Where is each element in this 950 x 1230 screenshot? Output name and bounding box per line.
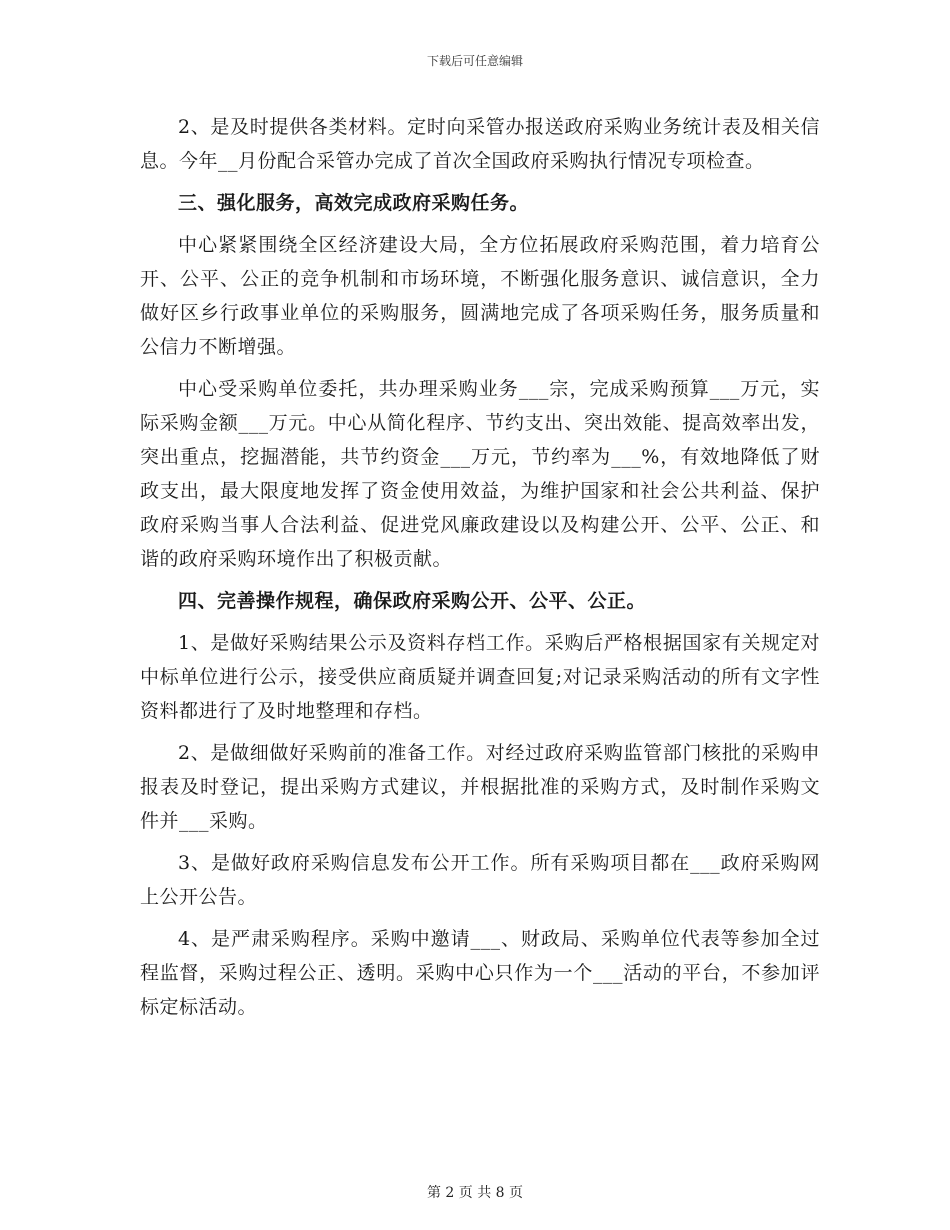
page-header: 下载后可任意编辑 (426, 54, 523, 68)
paragraph-item-4-procedure: 4、是严肃采购程序。采购中邀请___、财政局、采购单位代表等参加全过程监督，采购过程公正、透明。采购中心只作为一个___活动的平台，不参加评标定标活动。 (140, 928, 820, 1018)
paragraph-service: 中心紧紧围绕全区经济建设大局，全方位拓展政府采购范围，着力培育公开、公平、公正的竞争机制和市场环境，不断强化服务意识、诚信意识，全力做好区乡行政事业单位的采购服务，圆满地完成了各项采购任务，服务质量和公信力不断增强。 (140, 234, 820, 358)
paragraph-item-3-publication: 3、是做好政府采购信息发布公开工作。所有采购项目都在___政府采购网上公开公告。 (140, 852, 820, 908)
section-heading-3: 三、强化服务，高效完成政府采购任务。 (178, 192, 530, 214)
page-footer: 第 2 页 共 8 页 (426, 1185, 524, 1201)
paragraph-item-2-materials: 2、是及时提供各类材料。定时向采管办报送政府采购业务统计表及相关信息。今年__月份配合采管办完成了首次全国政府采购执行情况专项检查。 (140, 116, 820, 172)
section-heading-4: 四、完善操作规程，确保政府采购公开、公平、公正。 (178, 590, 647, 612)
paragraph-item-1-publicity: 1、是做好采购结果公示及资料存档工作。采购后严格根据国家有关规定对中标单位进行公示，接受供应商质疑并调查回复;对记录采购活动的所有文字性资料都进行了及时地整理和存档。 (140, 632, 820, 722)
paragraph-item-2-preparation: 2、是做细做好采购前的准备工作。对经过政府采购监管部门核批的采购申报表及时登记，提出采购方式建议，并根据批准的采购方式，及时制作采购文件并___采购。 (140, 742, 820, 832)
paragraph-statistics: 中心受采购单位委托，共办理采购业务___宗，完成采购预算___万元，实际采购金额___万元。中心从简化程序、节约支出、突出效能、提高效率出发，突出重点，挖掘潜能，共节约资金___万元，节约率为___%，有效地降低了财政支出，最大限度地发挥了资金使用效益，为维护国家和社会公共利益、保护政府采购当事人合法利益、促进党风廉政建设以及构建公开、公平、公正、和谐的政府采购环境作出了积极贡献。 (140, 378, 820, 570)
document-body (140, 110, 820, 1032)
